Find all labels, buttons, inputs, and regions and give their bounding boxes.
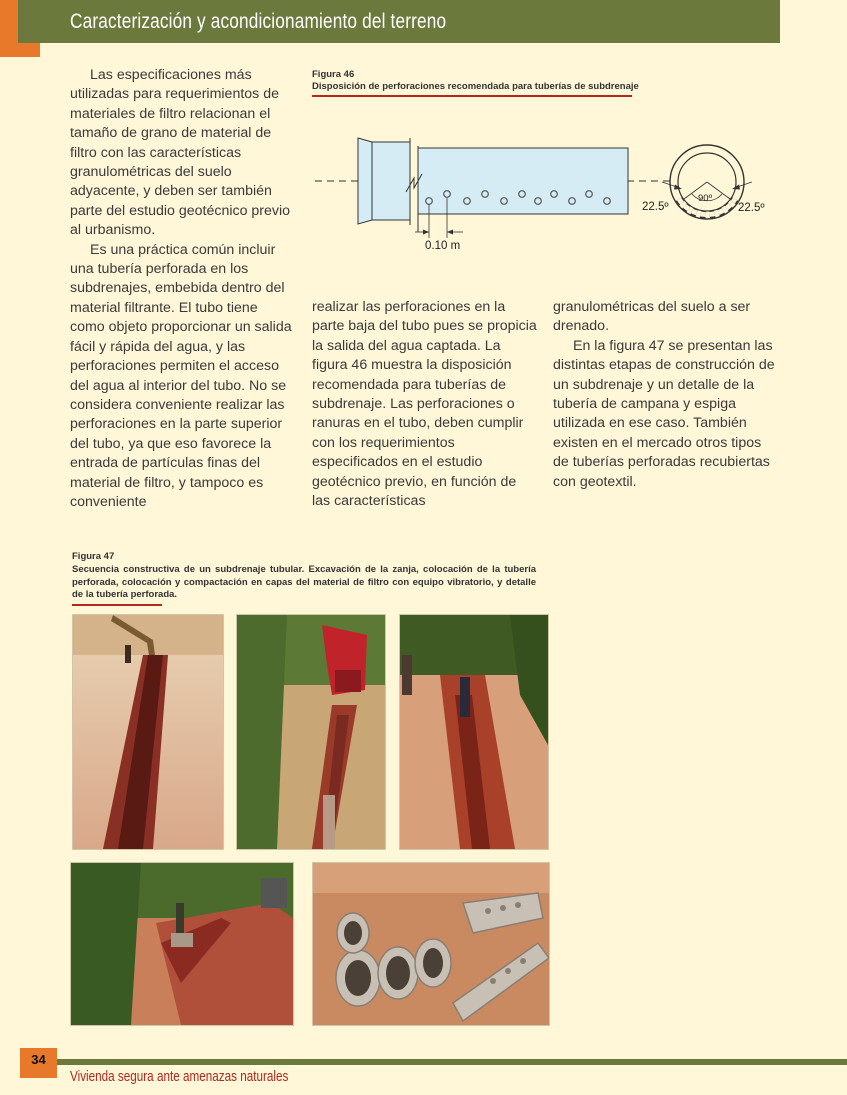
photo-pipe-placement: [236, 614, 386, 850]
pipe-body: [418, 148, 628, 214]
pipe-bell: [358, 138, 410, 224]
page-number: 34: [31, 1052, 46, 1067]
figure-47-label: Figura 47: [72, 551, 115, 562]
paragraph: En la figura 47 se presentan las distintas etapas de construcción de un subdrenaje y un detalle de la tubería de campana y espiga utilizada en ese caso. También existen en el mercado otros tipos de tuberías perforadas recubiertas con geotextil.: [553, 337, 775, 490]
photo-filter-compaction: [399, 614, 549, 850]
text-column-3: [553, 298, 778, 492]
book-title: Vivienda segura ante amenazas naturales: [70, 1068, 289, 1085]
pipe-perforation-diagram: [310, 120, 780, 260]
angle-left-label: 22.5º: [642, 201, 669, 213]
footer-rule: [57, 1059, 847, 1065]
figure-47-underline: [72, 604, 162, 606]
spacing-label: 0.10 m: [425, 240, 461, 252]
angle-center-label: 90º: [698, 193, 713, 204]
figure-47-title: Secuencia constructiva de un subdrenaje tubular. Excavación de la zanja, colocación de la tubería perforada, colocación y compactación en capas del material de filtro con equipo vibratorio, y detalle de la tubería perforada.: [72, 564, 536, 600]
text-column-1: [70, 66, 295, 512]
text-column-2: [312, 298, 537, 511]
photo-vibratory-equipment: [70, 862, 294, 1026]
paragraph: Las especificaciones más utilizadas para requerimientos de materiales de filtro relacionan el tamaño de grano de material de filtro con las características granulométricas del suelo adyacente, y deben ser también parte del estudio geotécnico previo al urbanismo.: [70, 67, 291, 239]
figure-46-title: Disposición de perforaciones recomendada para tuberías de subdrenaje: [312, 81, 639, 92]
photo-perforated-pipe-detail: [312, 862, 550, 1026]
angle-right-label: 22.5º: [738, 202, 765, 214]
paragraph: granulométricas del suelo a ser drenado.: [553, 299, 751, 335]
figure-46-underline: [312, 95, 632, 97]
photo-trench-excavation: [72, 614, 224, 850]
figure-46-label: Figura 46: [312, 69, 355, 80]
paragraph: Es una práctica común incluir una tubería perforada en los subdrenajes, embebida dentro del material filtrante. El tubo tiene como objeto proporcionar un salida fácil y rápida del agua, y las perforaciones permiten el acceso del agua al interior del tubo. No se considera conveniente realizar las perforaciones en la parte superior del tubo, ya que eso favorece la entrada de partículas finas del material de filtro, y tampoco es conveniente: [70, 241, 292, 510]
chapter-title: Caracterización y acondicionamiento del terreno: [70, 10, 447, 33]
paragraph: realizar las perforaciones en la parte baja del tubo pues se propicia la salida del agua captada. La figura 46 muestra la disposición recomendada para tuberías de subdrenaje. Las perforaciones o ranuras en el tubo, deben cumplir con los requerimientos especificados en el estudio geotécnico previo, en función de las características: [312, 299, 537, 510]
